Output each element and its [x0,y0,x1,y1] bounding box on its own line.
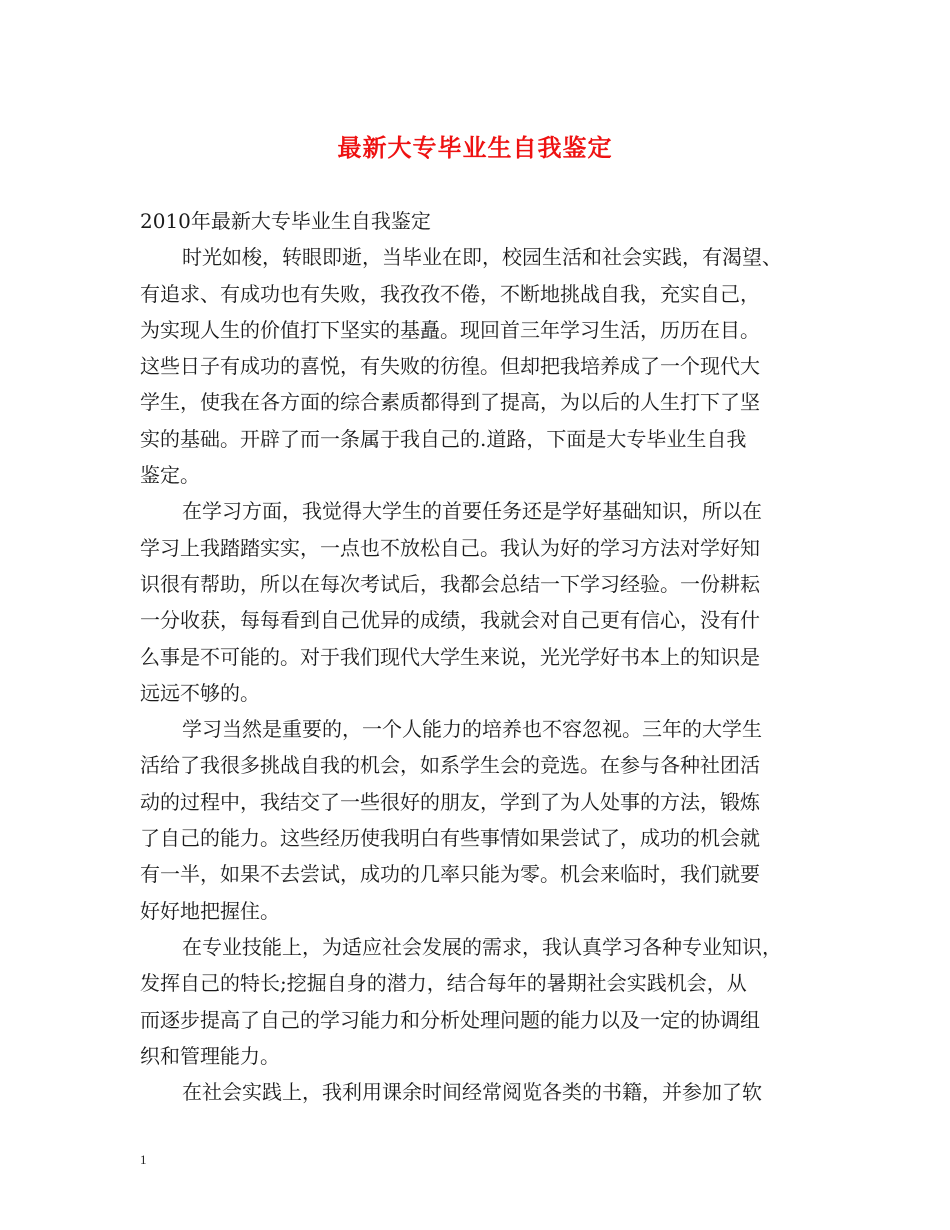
paragraph-line: 学生，使我在各方面的综合素质都得到了提高，为以后的人生打下了坚 [140,390,760,415]
paragraph-line: 远远不够的。 [140,680,260,705]
paragraph-line: 活给了我很多挑战自我的机会，如系学生会的竞选。在参与各种社团活 [140,753,760,778]
paragraph-line: 么事是不可能的。对于我们现代大学生来说，光光学好书本上的知识是 [140,644,760,669]
paragraph-line: 在专业技能上，为适应社会发展的需求，我认真学习各种专业知识， [182,934,782,959]
paragraph-line: 有追求、有成功也有失败，我孜孜不倦，不断地挑战自我，充实自己， [140,281,760,306]
paragraph-line: 在学习方面，我觉得大学生的首要任务还是学好基础知识，所以在 [182,499,762,524]
paragraph-line: 学习当然是重要的，一个人能力的培养也不容忽视。三年的大学生 [182,717,762,742]
paragraph-line: 一分收获，每每看到自己优异的成绩，我就会对自己更有信心，没有什 [140,608,760,633]
paragraph-line: 这些日子有成功的喜悦，有失败的彷徨。但却把我培养成了一个现代大 [140,354,760,379]
paragraph-line: 有一半，如果不去尝试，成功的几率只能为零。机会来临时，我们就要 [140,862,760,887]
paragraph-line: 织和管理能力。 [140,1043,280,1068]
paragraph-line: 在社会实践上，我利用课余时间经常阅览各类的书籍，并参加了软 [182,1080,762,1105]
paragraph-line: 而逐步提高了自己的学习能力和分析处理问题的能力以及一定的协调组 [140,1007,760,1032]
paragraph-line: 了自己的能力。这些经历使我明白有些事情如果尝试了，成功的机会就 [140,826,760,851]
paragraph-line: 学习上我踏踏实实，一点也不放松自己。我认为好的学习方法对学好知 [140,535,760,560]
paragraph-line: 动的过程中，我结交了一些很好的朋友，学到了为人处事的方法，锻炼 [140,789,760,814]
page-number: 1 [140,1152,147,1167]
paragraph-line: 时光如梭，转眼即逝，当毕业在即，校园生活和社会实践，有渴望、 [182,245,782,270]
page-title: 最新大专毕业生自我鉴定 [337,134,613,162]
document-body [140,203,830,1110]
paragraph-line: 好好地把握住。 [140,898,280,923]
paragraph-line: 实的基础。开辟了而一条属于我自己的.道路，下面是大专毕业生自我 [140,426,747,451]
subtitle: 2010年最新大专毕业生自我鉴定 [140,209,431,233]
paragraph-line: 发挥自己的特长;挖掘自身的潜力，结合每年的暑期社会实践机会，从 [140,971,747,996]
paragraph-line: 为实现人生的价值打下坚实的基矗。现回首三年学习生活，历历在目。 [140,317,760,342]
paragraph-line: 识很有帮助，所以在每次考试后，我都会总结一下学习经验。一份耕耘 [140,571,760,596]
paragraph-line: 鉴定。 [140,463,200,488]
